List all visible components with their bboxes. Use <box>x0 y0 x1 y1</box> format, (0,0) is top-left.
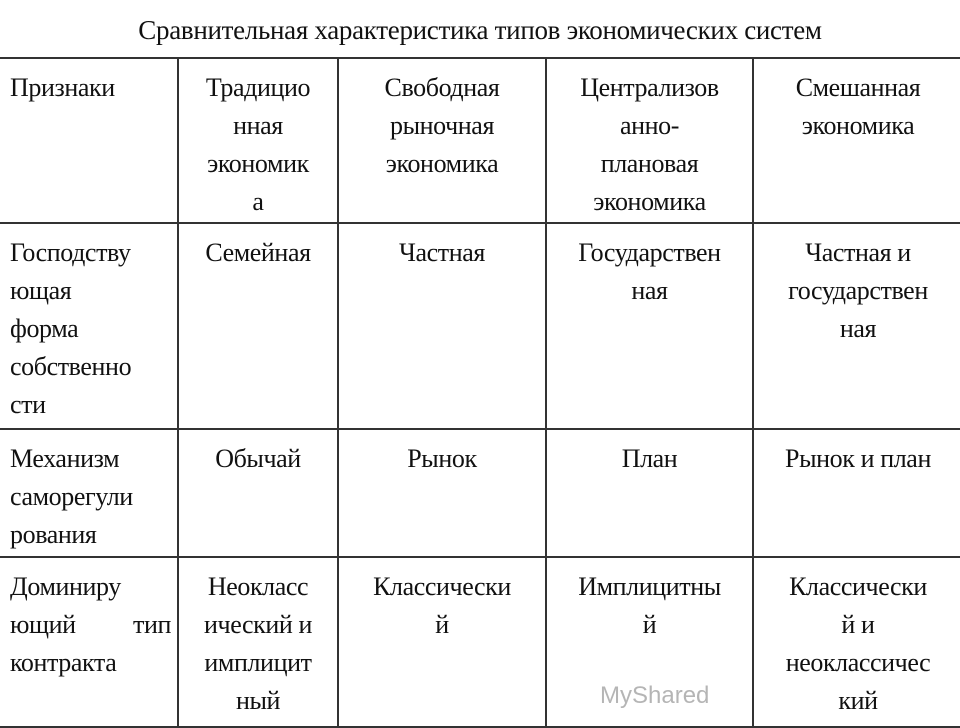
cell-text-line: Рынок <box>407 444 477 473</box>
cell-text-line: ющий тип <box>10 610 171 639</box>
cell-text-line: неоклассичес <box>785 648 931 677</box>
cell-text-line: ная <box>631 276 668 305</box>
cell-text-line: нная <box>233 111 283 140</box>
header-row <box>0 58 960 223</box>
contract-row <box>0 557 960 727</box>
table-cell <box>753 223 960 429</box>
cell-text-line: Свободная <box>384 73 500 102</box>
cell-text-line: экономика <box>385 149 499 178</box>
cell-text-line: Господству <box>10 238 131 267</box>
cell-text-line: а <box>252 187 264 216</box>
table-cell <box>753 429 960 557</box>
cell-text-line: контракта <box>10 648 117 677</box>
cell-text-line: ный <box>235 686 281 715</box>
cell-text-line: План <box>621 444 678 473</box>
cell-text-line: й <box>435 610 449 639</box>
cell-text-line: Рынок и план <box>785 444 931 473</box>
cell-text-line: Имплицитны <box>578 572 721 601</box>
table-cell <box>178 223 338 429</box>
cell-text-line: плановая <box>600 149 699 178</box>
cell-text-line: экономика <box>801 111 915 140</box>
cell-text-line: форма <box>10 314 79 343</box>
cell-text-line: Централизов <box>580 73 719 102</box>
table-cell <box>178 557 338 727</box>
cell-text-line: ющая <box>10 276 72 305</box>
ownership-row <box>0 223 960 429</box>
header-cell <box>546 58 753 223</box>
cell-text-line: Семейная <box>205 238 311 267</box>
cell-text-line: сти <box>10 390 46 419</box>
cell-text-line: й <box>642 610 657 639</box>
cell-text-line: государствен <box>788 276 928 305</box>
cell-text-line: Классически <box>373 572 511 601</box>
header-cell <box>0 58 178 223</box>
cell-text-line: й и <box>841 610 875 639</box>
comparison-table <box>0 57 960 728</box>
cell-text-line: анно- <box>619 111 680 140</box>
cell-text-line: имплицит <box>204 648 312 677</box>
table-cell <box>338 557 546 727</box>
cell-text-line: Частная и <box>805 238 911 267</box>
regulation-row <box>0 429 960 557</box>
cell-text-line: экономик <box>207 149 309 178</box>
cell-text-line: Государствен <box>578 238 721 267</box>
table-cell <box>753 557 960 727</box>
header-cell <box>753 58 960 223</box>
cell-text-line: Обычай <box>215 444 301 473</box>
table-cell <box>0 429 178 557</box>
table-cell <box>338 223 546 429</box>
cell-text-line: рыночная <box>390 111 494 140</box>
cell-text-line: Смешанная <box>795 73 921 102</box>
table-cell <box>0 223 178 429</box>
table-cell <box>546 223 753 429</box>
cell-text-line: Признаки <box>10 73 115 102</box>
table-cell <box>546 429 753 557</box>
watermark-logo: MyShared <box>600 682 710 709</box>
header-cell <box>338 58 546 223</box>
table-cell <box>0 557 178 727</box>
cell-text-line: экономика <box>593 187 706 216</box>
cell-text-line: саморегули <box>10 482 133 511</box>
cell-text-line: Частная <box>399 238 485 267</box>
cell-text-line: Механизм <box>10 444 120 473</box>
cell-text-line: ический и <box>204 610 312 639</box>
cell-text-line: Классически <box>789 572 927 601</box>
table-cell <box>338 429 546 557</box>
table-cell <box>178 429 338 557</box>
cell-text-line: Неокласс <box>207 572 309 601</box>
cell-text-line: Традицио <box>205 73 311 102</box>
cell-text-line: рования <box>10 520 97 549</box>
page-title: Сравнительная характеристика типов экономических систем <box>138 15 822 45</box>
cell-text-line: собственно <box>10 352 132 381</box>
header-cell <box>178 58 338 223</box>
cell-text-line: Доминиру <box>10 572 121 601</box>
cell-text-line: ная <box>839 314 877 343</box>
cell-text-line: кий <box>838 686 878 715</box>
